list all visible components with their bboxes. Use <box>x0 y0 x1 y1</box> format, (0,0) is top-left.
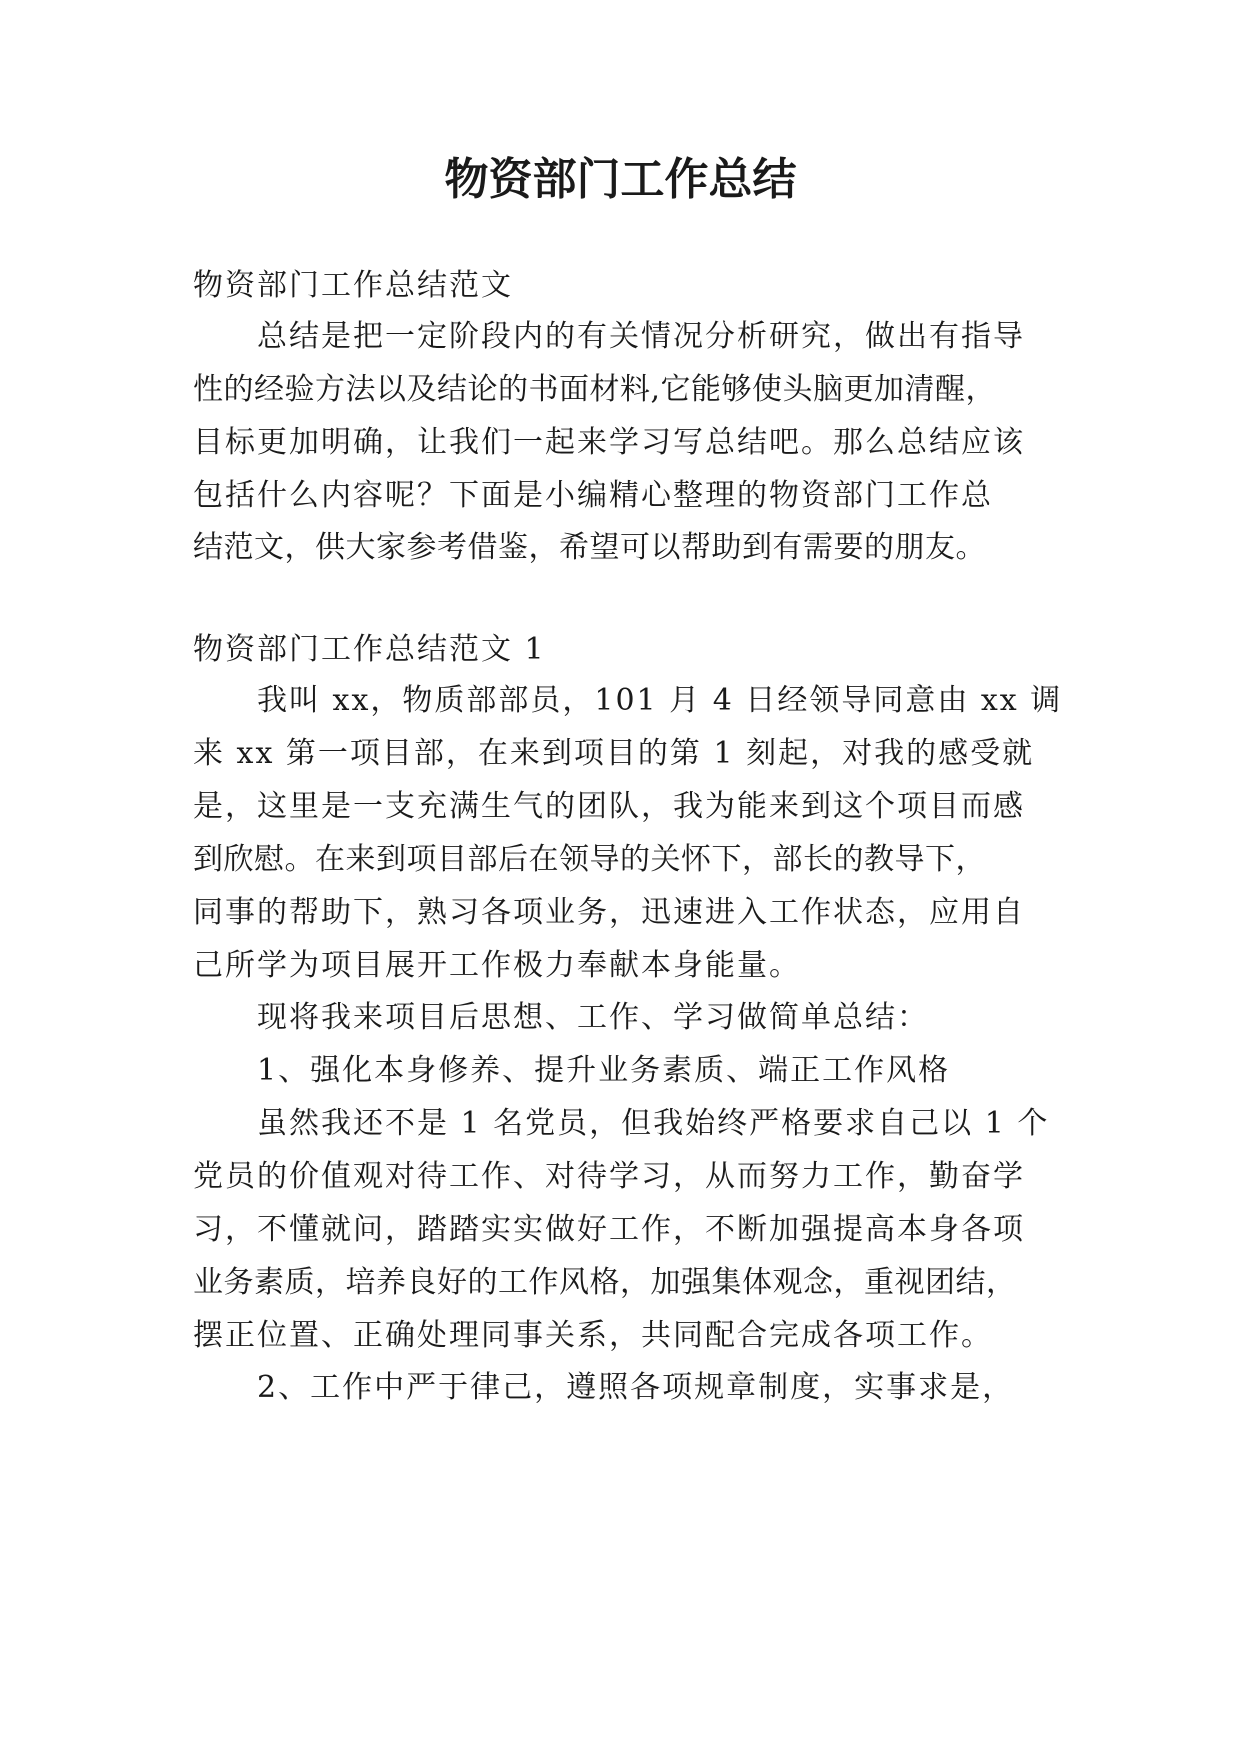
paragraph-line: 业务素质，培养良好的工作风格，加强集体观念，重视团结， <box>193 1265 1017 1300</box>
paragraph-line: 同事的帮助下，熟习各项业务，迅速进入工作状态，应用自 <box>193 895 1025 930</box>
paragraph-line: 现将我来项目后思想、工作、学习做简单总结： <box>257 1000 929 1035</box>
paragraph-line: 我叫 xx，物质部部员，101 月 4 日经领导同意由 xx 调 <box>257 683 1063 718</box>
paragraph-line: 性的经验方法以及结论的书面材料,它能够使头脑更加清醒， <box>193 372 997 407</box>
paragraph-line: 结范文，供大家参考借鉴，希望可以帮助到有需要的朋友。 <box>193 530 986 565</box>
list-item-heading: 2、工作中严于律己，遵照各项规章制度，实事求是， <box>257 1370 1015 1405</box>
paragraph-line: 总结是把一定阶段内的有关情况分析研究，做出有指导 <box>257 319 1025 354</box>
paragraph-line: 来 xx 第一项目部，在来到项目的第 1 刻起，对我的感受就 <box>193 736 1035 771</box>
list-item-heading: 1、强化本身修养、提升业务素质、端正工作风格 <box>257 1053 951 1088</box>
paragraph-line: 包括什么内容呢？下面是小编精心整理的物资部门工作总 <box>193 478 993 513</box>
document-title: 物资部门工作总结 <box>444 154 797 205</box>
paragraph-line: 党员的价值观对待工作、对待学习，从而努力工作，勤奋学 <box>193 1159 1025 1194</box>
paragraph-line: 是，这里是一支充满生气的团队，我为能来到这个项目而感 <box>193 789 1025 824</box>
paragraph-line: 目标更加明确，让我们一起来学习写总结吧。那么总结应该 <box>193 425 1025 460</box>
section-heading: 物资部门工作总结范文 <box>193 268 513 303</box>
paragraph-line: 到欣慰。在来到项目部后在领导的关怀下，部长的教导下， <box>193 842 986 877</box>
paragraph-line: 摆正位置、正确处理同事关系，共同配合完成各项工作。 <box>193 1318 993 1353</box>
paragraph-line: 虽然我还不是 1 名党员，但我始终严格要求自己以 1 个 <box>257 1106 1050 1141</box>
paragraph-line: 己所学为项目展开工作极力奉献本身能量。 <box>193 948 801 983</box>
paragraph-line: 习，不懂就问，踏踏实实做好工作，不断加强提高本身各项 <box>193 1212 1025 1247</box>
section-heading: 物资部门工作总结范文 1 <box>193 632 546 667</box>
